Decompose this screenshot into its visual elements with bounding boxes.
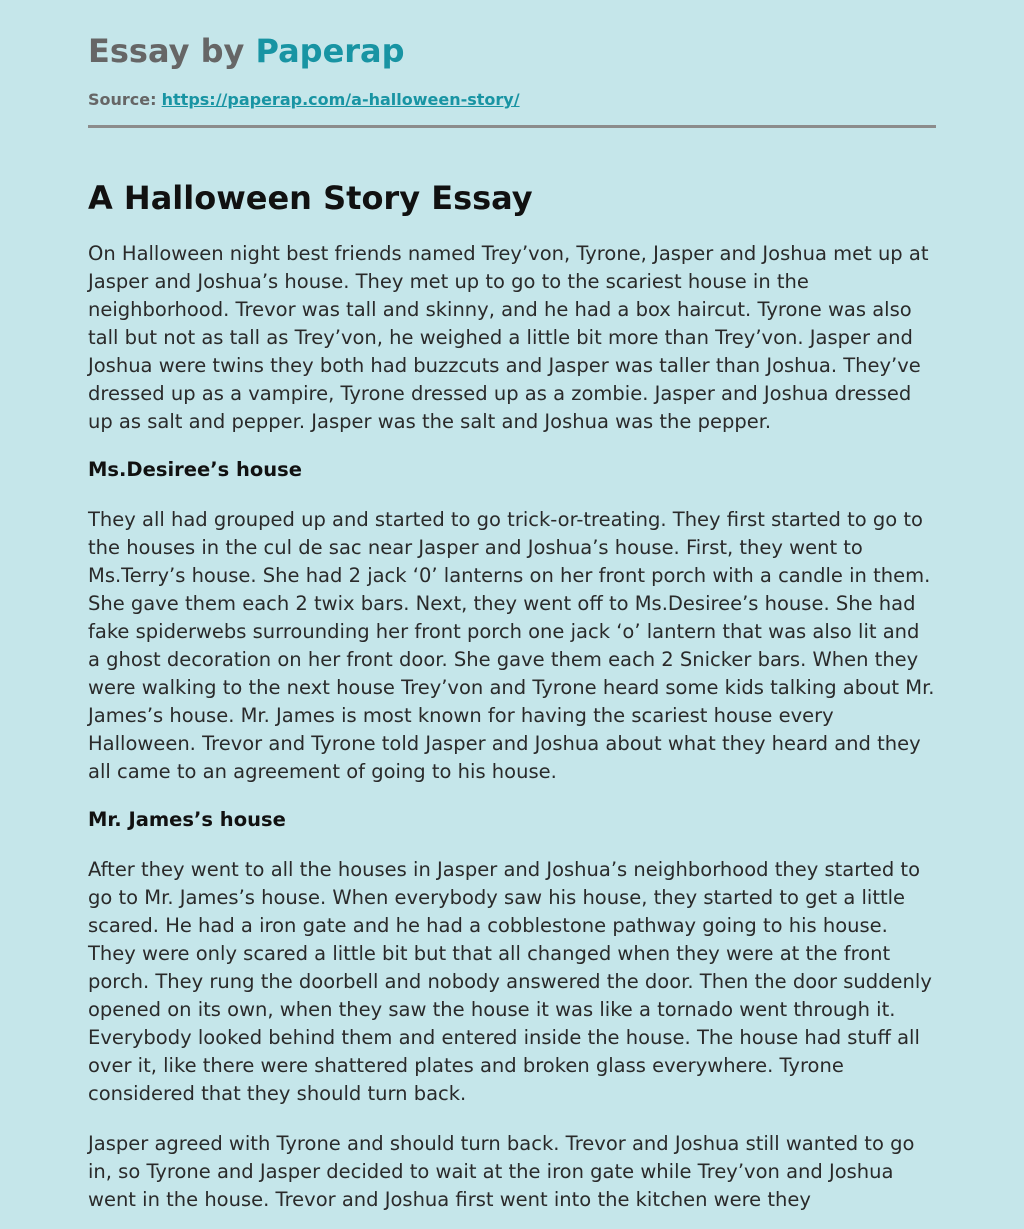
intro-paragraph: On Halloween night best friends named Trey’von, Tyrone, Jasper and Joshua met up at Jasper and Joshua’s house. They met up to go to the scariest house in the neighborhood. Trevor was tall and skinny, and he had a box haircut. Tyrone was also tall but not as tall as Trey’von, he weighed a little bit more than Trey’von. Jasper and Joshua were twins they both had buzzcuts and Jasper was taller than Joshua. They’ve dressed up as a vampire, Tyrone dressed up as a zombie. Jasper and Joshua dressed up as salt and pepper. Jasper was the salt and Joshua was the pepper. bbox=[88, 242, 929, 433]
brand-name: Paperap bbox=[255, 32, 405, 70]
brand-prefix: Essay by bbox=[88, 32, 256, 70]
section-heading-ms-desiree: Ms.Desiree’s house bbox=[88, 458, 302, 481]
section-paragraph-mr-james-1: After they went to all the houses in Jasper and Joshua’s neighborhood they started to go to Mr. James’s house. When everybody saw his house, they started to get a little scared. He had a iron gate and he had a cobblestone pathway going to his house. They were only scared a little bit but that all changed when they were at the front porch. They rung the doorbell and nobody answered the door. Then the door suddenly opened on its own, when they saw the house it was like a tornado went through it. Everybody looked behind them and entered inside the house. The house had stuff all over it, like there were shattered plates and broken glass everywhere. Tyrone considered that they should turn back. bbox=[88, 858, 932, 1105]
brand-title bbox=[88, 30, 936, 72]
source-line bbox=[88, 88, 936, 112]
section-paragraph-ms-desiree: They all had grouped up and started to go trick-or-treating. They first started to go to the houses in the cul de sac near Jasper and Joshua’s house. First, they went to Ms.Terry’s house. She had 2 jack ‘0’ lanterns on her front porch with a candle in them. She gave them each 2 twix bars. Next, they went off to Ms.Desiree’s house. She had fake spiderwebs surrounding her front porch one jack ‘o’ lantern that was also lit and a ghost decoration on her front door. She gave them each 2 Snicker bars. When they were walking to the next house Trey’von and Tyrone heard some kids talking about Mr. James’s house. Mr. James is most known for having the scariest house every Halloween. Trevor and Tyrone told Jasper and Joshua about what they heard and they all came to an agreement of going to his house. bbox=[88, 508, 935, 783]
section-heading-mr-james: Mr. James’s house bbox=[88, 808, 286, 831]
article-body bbox=[88, 176, 936, 1214]
header-divider bbox=[88, 125, 936, 128]
site-header bbox=[88, 30, 936, 128]
source-label: Source: bbox=[88, 90, 157, 109]
source-link[interactable]: https://paperap.com/a-halloween-story/ bbox=[161, 90, 520, 109]
section-paragraph-mr-james-2: Jasper agreed with Tyrone and should turn back. Trevor and Joshua still wanted to go in, so Tyrone and Jasper decided to wait at the iron gate while Trey’von and Joshua went in the house. Trevor and Joshua first went into the kitchen were they bbox=[88, 1132, 915, 1211]
article-title: A Halloween Story Essay bbox=[88, 179, 533, 217]
